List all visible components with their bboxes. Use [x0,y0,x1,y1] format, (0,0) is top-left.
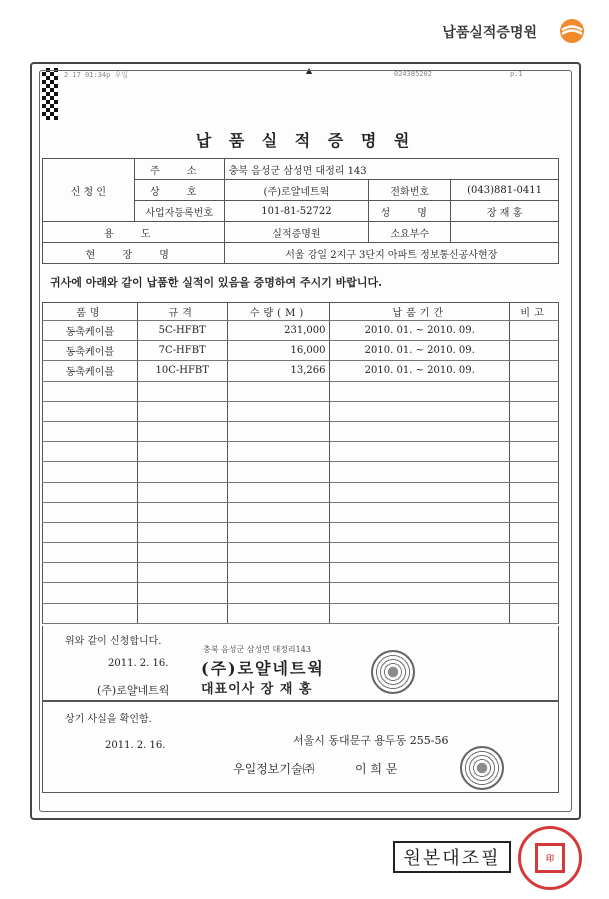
item-period: 2010. 01. ~ 2010. 09. [330,341,510,361]
blank-cell [43,381,138,401]
blank-cell [137,401,227,421]
header-item-name: 품명 [43,303,138,321]
blank-cell [227,583,330,603]
blank-cell [227,401,330,421]
phone-value: (043)881-0411 [451,180,559,201]
request-statement: 귀사에 아래와 같이 납품한 실적이 있음을 증명하여 주시기 바랍니다. [50,276,382,289]
blank-cell [510,462,559,482]
table-row [43,341,559,361]
company-label: 상 호 [134,180,224,201]
blank-cell [227,502,330,522]
blank-cell [330,563,510,583]
blank-cell [330,381,510,401]
fax-header-page: p.1 [510,70,523,78]
header-note: 비고 [510,303,559,321]
company-value: (주)로얄네트웍 [224,180,369,201]
item-name: 동축케이블 [43,341,138,361]
blank-cell [43,401,138,421]
blank-table-row [43,522,559,542]
blank-cell [137,583,227,603]
item-name: 동축케이블 [43,361,138,381]
blank-cell [227,482,330,502]
site-label: 현 장 명 [43,243,225,264]
confirmer-seal-icon [460,746,504,790]
blank-cell [137,522,227,542]
blank-cell [510,502,559,522]
blank-cell [330,603,510,623]
application-text: 위와 같이 신청합니다. [65,636,162,647]
item-quantity: 231,000 [227,321,330,341]
item-note [510,341,559,361]
blank-cell [227,603,330,623]
blank-cell [137,421,227,441]
blank-cell [330,543,510,563]
purpose-value: 실적증명원 [224,222,369,243]
blank-cell [510,543,559,563]
blank-cell [43,502,138,522]
blank-table-row [43,583,559,603]
blank-cell [510,563,559,583]
seal-inner: 印 [535,843,565,873]
phone-label: 전화번호 [369,180,451,201]
blank-cell [137,603,227,623]
item-name: 동축케이블 [43,321,138,341]
red-official-seal-icon [518,826,582,890]
confirmation-section [42,701,559,793]
applicant-company: (주)로얄네트웍 [97,684,170,697]
blank-cell [227,421,330,441]
triangle-marker-icon: ▲ [306,66,313,75]
blank-table-row [43,543,559,563]
stamp-address: 충북 음성군 삼성면 대정리143 [203,645,311,654]
blank-table-row [43,462,559,482]
fax-header-left: 2 17 01:34p 우일 [64,71,129,79]
blank-cell [227,522,330,542]
blank-cell [510,583,559,603]
item-spec: 5C-HFBT [137,321,227,341]
blank-cell [330,482,510,502]
blank-cell [137,482,227,502]
blank-cell [510,442,559,462]
address-label: 주 소 [134,159,224,180]
item-quantity: 13,266 [227,361,330,381]
blank-table-row [43,442,559,462]
item-period: 2010. 01. ~ 2010. 09. [330,361,510,381]
item-note [510,321,559,341]
table-row [43,361,559,381]
header-period: 납품기간 [330,303,510,321]
blank-cell [330,401,510,421]
blank-cell [330,462,510,482]
blank-cell [43,462,138,482]
item-quantity: 16,000 [227,341,330,361]
header-quantity: 수량(M) [227,303,330,321]
regno-value: 101-81-52722 [224,201,369,222]
blank-cell [43,543,138,563]
blank-cell [510,522,559,542]
regno-label: 사업자등록번호 [134,201,224,222]
stamp-company: (주)로얄네트웍 [201,659,325,678]
company-seal-icon [371,650,415,694]
applicant-section-label: 신 청 인 [43,159,135,222]
delivery-items-table [42,302,559,624]
blank-cell [43,563,138,583]
item-note [510,361,559,381]
blank-cell [43,522,138,542]
site-value: 서울 강일 2지구 3단지 아파트 정보통신공사현장 [224,243,558,264]
blank-table-row [43,482,559,502]
brand-logo-icon [559,18,585,44]
blank-cell [330,583,510,603]
confirmation-date: 2011. 2. 16. [105,740,166,751]
blank-cell [137,563,227,583]
blank-cell [330,421,510,441]
blank-cell [137,502,227,522]
blank-cell [43,482,138,502]
blank-cell [227,381,330,401]
verification-stamp: 원본대조필 [393,841,511,873]
confirmation-address: 서울시 동대문구 용두동 255-56 [293,734,449,747]
item-spec: 10C-HFBT [137,361,227,381]
item-period: 2010. 01. ~ 2010. 09. [330,321,510,341]
applicant-table [42,158,559,264]
blank-cell [43,603,138,623]
blank-table-row [43,603,559,623]
header-spec: 규격 [137,303,227,321]
stamp-ceo: 대표이사 장 재 홍 [201,682,313,697]
blank-cell [510,421,559,441]
blank-table-row [43,381,559,401]
blank-cell [510,401,559,421]
table-row [43,321,559,341]
blank-cell [510,482,559,502]
blank-cell [227,543,330,563]
confirmation-person: 이 희 문 [355,762,398,776]
blank-cell [137,381,227,401]
item-spec: 7C-HFBT [137,341,227,361]
blank-cell [227,442,330,462]
blank-cell [137,442,227,462]
fax-header-number: 024385202 [394,70,432,78]
blank-cell [330,522,510,542]
blank-table-row [43,563,559,583]
application-date: 2011. 2. 16. [108,658,169,669]
blank-cell [137,543,227,563]
name-value: 장 재 홍 [451,201,559,222]
address-value: 충북 음성군 삼성면 대정리 143 [224,159,558,180]
copies-label: 소요부수 [369,222,451,243]
blank-table-row [43,421,559,441]
blank-cell [43,583,138,603]
blank-cell [510,603,559,623]
blank-cell [330,442,510,462]
blank-cell [43,421,138,441]
blank-cell [330,502,510,522]
copies-value [451,222,559,243]
name-label: 성 명 [369,201,451,222]
document-title: 납 품 실 적 증 명 원 [195,131,416,150]
blank-cell [137,462,227,482]
page-header-title: 납품실적증명원 [442,25,537,41]
blank-table-row [43,502,559,522]
blank-cell [43,442,138,462]
blank-cell [227,462,330,482]
blank-table-row [43,401,559,421]
blank-cell [227,563,330,583]
confirmation-text: 상기 사실을 확인함. [65,714,152,725]
application-section [42,626,559,701]
confirmation-company: 우일정보기술㈜ [233,762,315,776]
blank-cell [510,381,559,401]
purpose-label: 용 도 [43,222,225,243]
fax-document [30,62,581,820]
